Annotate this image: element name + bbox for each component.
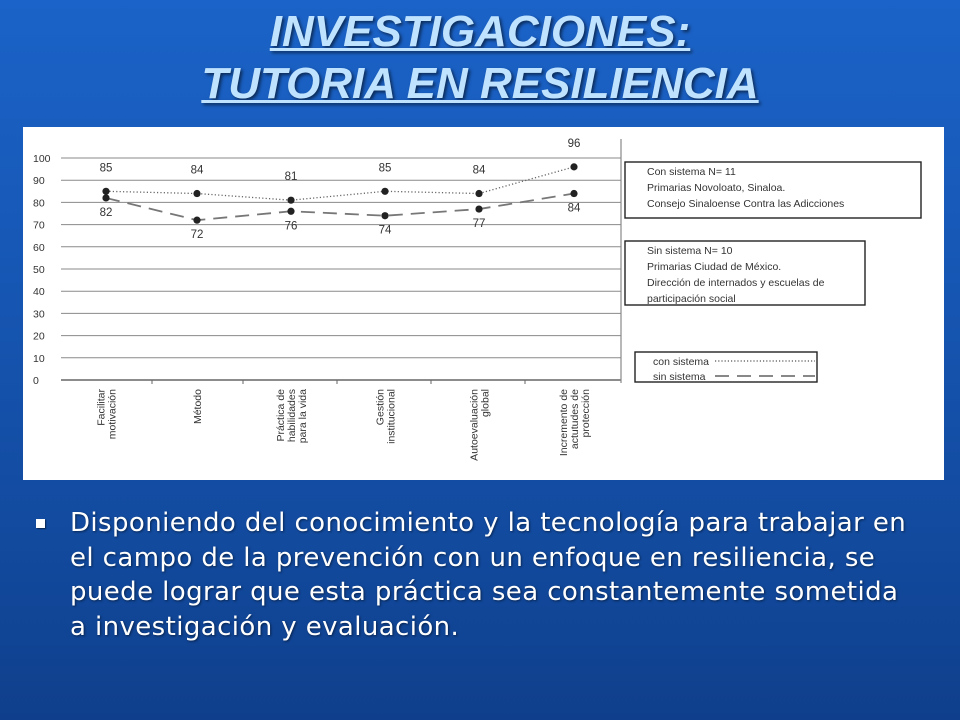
data-point bbox=[102, 194, 109, 201]
y-tick-label: 20 bbox=[33, 330, 45, 343]
x-tick-label: Incremento de bbox=[558, 389, 570, 457]
x-tick-label: motivación bbox=[106, 389, 119, 440]
x-tick-label: para la vida bbox=[297, 389, 309, 444]
bullet-list bbox=[36, 506, 916, 644]
info-box-text: Sin sistema N= 10 bbox=[647, 245, 733, 257]
x-tick-label: Gestión bbox=[374, 389, 387, 426]
y-tick-label: 60 bbox=[33, 241, 45, 254]
data-label: 84 bbox=[190, 164, 204, 177]
data-point bbox=[287, 208, 294, 215]
data-point bbox=[570, 163, 577, 170]
data-label: 77 bbox=[472, 218, 486, 231]
title-line-2: TUTORIA EN RESILIENCIA bbox=[201, 59, 759, 108]
series-line-con-sistema bbox=[106, 164, 574, 200]
data-point bbox=[193, 190, 200, 197]
y-tick-label: 100 bbox=[33, 153, 51, 165]
info-box-text: participación social bbox=[647, 293, 736, 305]
y-tick-label: 10 bbox=[33, 352, 45, 365]
data-label: 82 bbox=[99, 206, 113, 219]
x-tick-label: habilidades bbox=[286, 389, 298, 443]
title-line-1: INVESTIGACIONES: bbox=[269, 7, 691, 56]
y-tick-label: 70 bbox=[33, 219, 45, 232]
info-box-text: Primarias Ciudad de México. bbox=[647, 261, 782, 273]
legend-label: sin sistema bbox=[653, 371, 706, 383]
x-tick-label: protección bbox=[580, 389, 592, 438]
y-tick-label: 40 bbox=[33, 286, 45, 299]
y-tick-label: 30 bbox=[33, 308, 45, 321]
data-point bbox=[381, 188, 388, 195]
x-tick-label: institucional bbox=[385, 389, 398, 444]
chart-panel bbox=[23, 127, 944, 480]
data-point bbox=[475, 205, 482, 212]
data-point bbox=[475, 190, 482, 197]
x-tick-label: Autoevaluación bbox=[468, 389, 481, 461]
bullet-marker-icon bbox=[36, 519, 45, 528]
info-box-text: Dirección de internados y escuelas de bbox=[647, 277, 825, 289]
data-point bbox=[287, 197, 294, 204]
data-point bbox=[381, 212, 388, 219]
line-chart bbox=[23, 127, 944, 480]
bullet-text: Disponiendo del conocimiento y la tecnología para trabajar en el campo de la prevención con un enfoque en resiliencia, se puede lograr que esta práctica sea constantemente sometida a investigación y evaluación. bbox=[70, 508, 907, 642]
data-label: 76 bbox=[284, 220, 298, 233]
info-box-text: Con sistema N= 11 bbox=[647, 166, 736, 178]
data-label: 96 bbox=[567, 137, 581, 150]
x-tick-label: Método bbox=[192, 389, 204, 425]
slide-title bbox=[0, 6, 960, 110]
y-tick-label: 0 bbox=[33, 375, 39, 387]
data-point bbox=[570, 190, 577, 197]
data-label: 81 bbox=[284, 171, 298, 184]
info-box-text: Primarias Novoloato, Sinaloa. bbox=[647, 182, 786, 194]
data-point bbox=[102, 188, 109, 195]
x-tick-label: actutudes de bbox=[569, 389, 581, 450]
data-label: 74 bbox=[378, 224, 392, 237]
data-label: 85 bbox=[99, 162, 113, 175]
legend-label: con sistema bbox=[653, 356, 710, 368]
data-label: 85 bbox=[378, 162, 392, 175]
x-tick-label: Facilitar bbox=[95, 389, 108, 426]
y-tick-label: 50 bbox=[33, 264, 45, 276]
y-tick-label: 90 bbox=[33, 175, 45, 188]
y-tick-label: 80 bbox=[33, 197, 45, 210]
data-point bbox=[193, 217, 200, 224]
x-tick-label: Práctica de bbox=[275, 389, 287, 442]
data-label: 84 bbox=[567, 202, 581, 215]
info-box-text: Consejo Sinaloense Contra las Adicciones bbox=[647, 198, 845, 210]
data-label: 84 bbox=[472, 164, 486, 177]
series-line-sin-sistema bbox=[106, 194, 574, 221]
x-tick-label: global bbox=[479, 389, 492, 418]
data-label: 72 bbox=[190, 229, 204, 242]
